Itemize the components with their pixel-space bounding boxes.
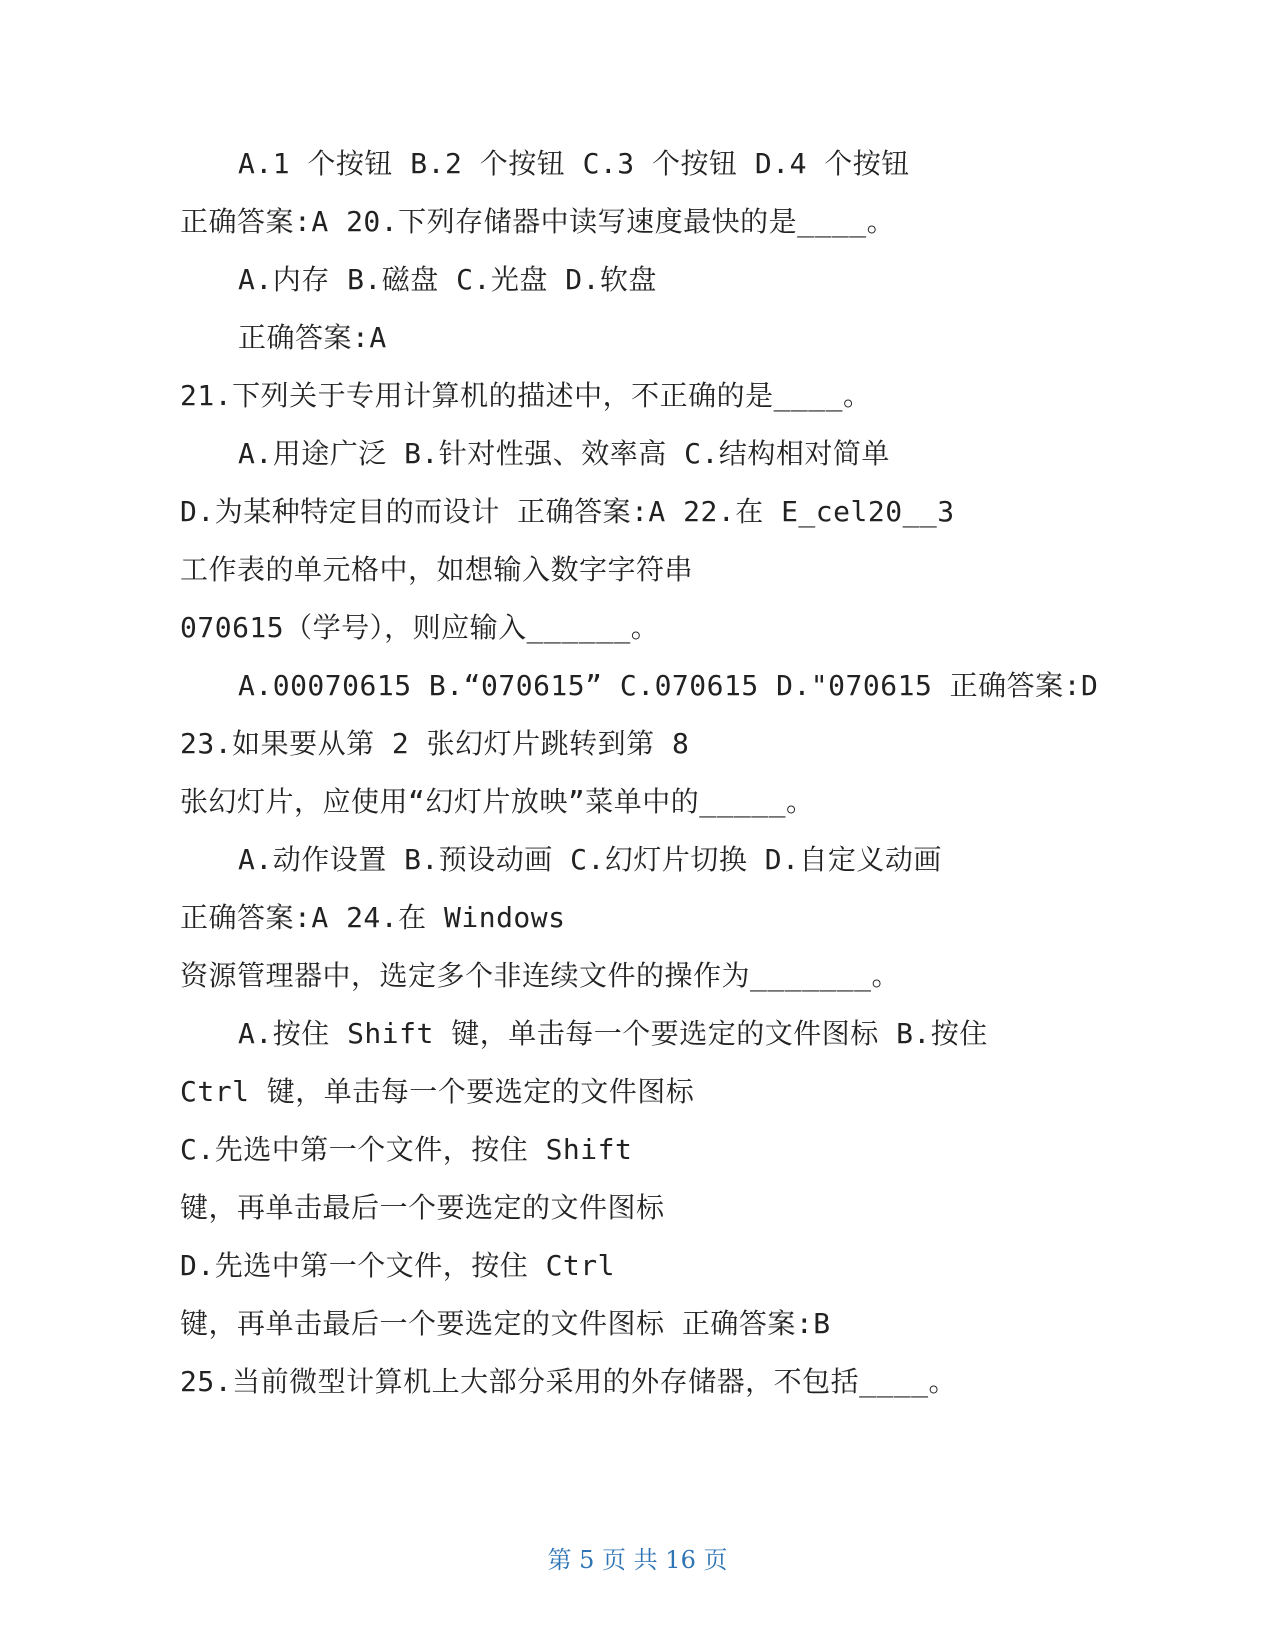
- page-footer: 第 5 页 共 16 页: [547, 1546, 728, 1574]
- question-25: 25.当前微型计算机上大部分采用的外存储器，不包括____。: [180, 1365, 958, 1398]
- option-line-q24-a: A.按住 Shift 键，单击每一个要选定的文件图标 B.按住: [238, 1017, 988, 1050]
- option-line-q24-d: D.先选中第一个文件，按住 Ctrl: [180, 1249, 616, 1282]
- answer-line-q20: 正确答案:A: [238, 321, 387, 354]
- question-23-cont: 张幻灯片，应使用“幻灯片放映”菜单中的_____。: [180, 785, 815, 818]
- question-23: 23.如果要从第 2 张幻灯片跳转到第 8: [180, 727, 690, 760]
- question-24-cont: 资源管理器中，选定多个非连续文件的操作为_______。: [180, 959, 901, 992]
- option-line-q19: A.1 个按钮 B.2 个按钮 C.3 个按钮 D.4 个按钮: [238, 147, 910, 180]
- answer-and-question-20: 正确答案:A 20.下列存储器中读写速度最快的是____。: [180, 205, 896, 238]
- question-22-cont-1: 工作表的单元格中，如想输入数字字符串: [180, 553, 694, 586]
- answer-and-question-24: 正确答案:A 24.在 Windows: [180, 901, 566, 934]
- option-line-q21: A.用途广泛 B.针对性强、效率高 C.结构相对简单: [238, 437, 890, 470]
- option-line-q20: A.内存 B.磁盘 C.光盘 D.软盘: [238, 263, 657, 296]
- option-line-q24-c: C.先选中第一个文件，按住 Shift: [180, 1133, 633, 1166]
- option-line-q24-c-cont: 键，再单击最后一个要选定的文件图标: [180, 1191, 665, 1224]
- question-22-cont-2: 070615（学号），则应输入______。: [180, 611, 660, 644]
- option-line-q24-d-cont: 键，再单击最后一个要选定的文件图标 正确答案:B: [180, 1307, 831, 1340]
- option-line-q22: A.00070615 B.“070615” C.070615 D."070615 正确答案:D: [238, 669, 1099, 702]
- answer-and-question-22: D.为某种特定目的而设计 正确答案:A 22.在 E_cel20__3: [180, 495, 955, 528]
- question-21: 21.下列关于专用计算机的描述中，不正确的是____。: [180, 379, 872, 412]
- option-line-q23: A.动作设置 B.预设动画 C.幻灯片切换 D.自定义动画: [238, 843, 942, 876]
- option-line-q24-b-cont: Ctrl 键，单击每一个要选定的文件图标: [180, 1075, 695, 1108]
